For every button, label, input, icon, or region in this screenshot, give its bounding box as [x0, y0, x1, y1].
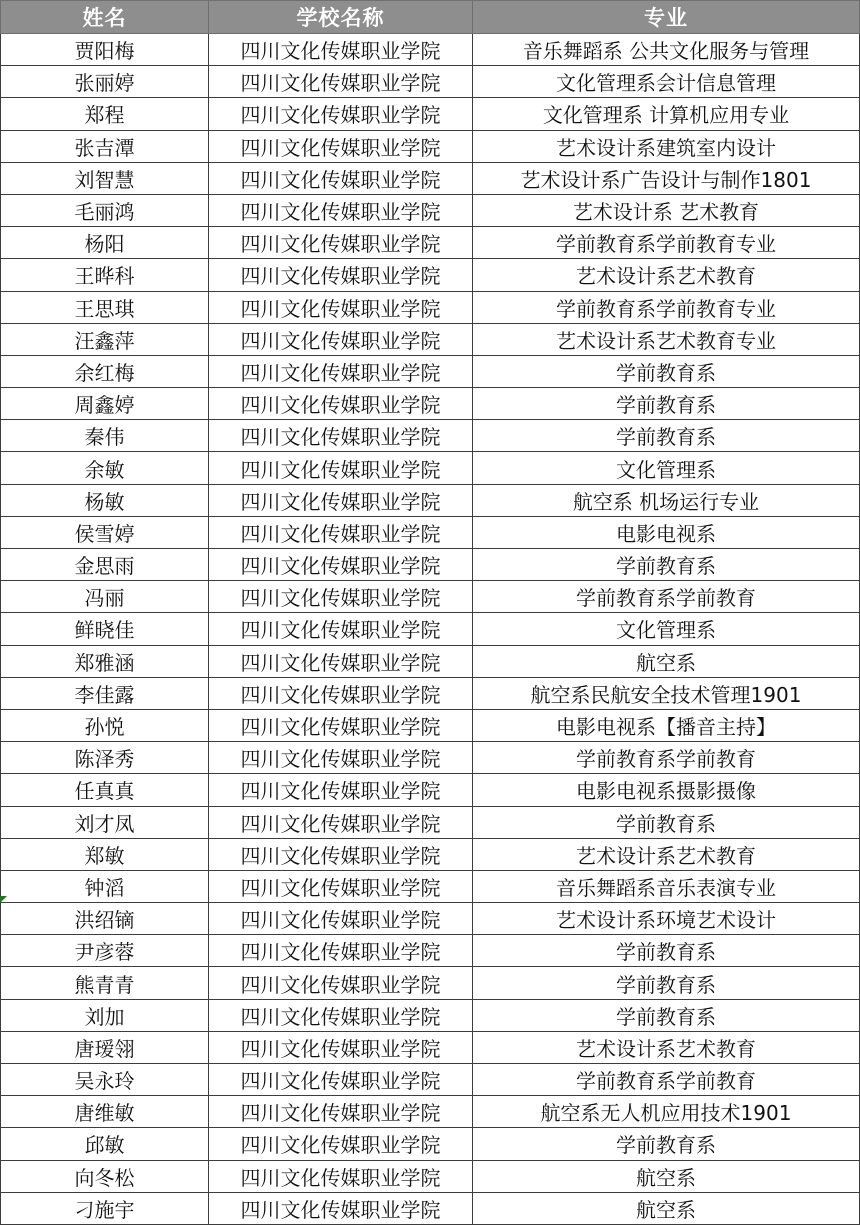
cell-name[interactable]: 王思琪	[1, 291, 209, 323]
table-row	[1, 999, 860, 1031]
cell-name[interactable]: 余红梅	[1, 355, 209, 387]
cell-school[interactable]: 四川文化传媒职业学院	[209, 1128, 473, 1160]
cell-major[interactable]: 电影电视系摄影摄像	[473, 774, 860, 806]
cell-school[interactable]: 四川文化传媒职业学院	[209, 355, 473, 387]
table-row	[1, 549, 860, 581]
cell-name[interactable]: 周鑫婷	[1, 388, 209, 420]
cell-major[interactable]: 艺术设计系环境艺术设计	[473, 903, 860, 935]
table-row	[1, 935, 860, 967]
cell-school[interactable]: 四川文化传媒职业学院	[209, 999, 473, 1031]
cell-major[interactable]: 学前教育系学前教育	[473, 1064, 860, 1096]
table-row	[1, 452, 860, 484]
cell-major[interactable]: 学前教育系	[473, 420, 860, 452]
table-row	[1, 1031, 860, 1063]
header-major[interactable]: 专业	[473, 1, 860, 34]
cell-school[interactable]: 四川文化传媒职业学院	[209, 774, 473, 806]
cell-major[interactable]: 学前教育系	[473, 549, 860, 581]
table-row	[1, 355, 860, 387]
cell-school[interactable]: 四川文化传媒职业学院	[209, 645, 473, 677]
cell-major[interactable]: 艺术设计系建筑室内设计	[473, 130, 860, 162]
cell-school[interactable]: 四川文化传媒职业学院	[209, 549, 473, 581]
cell-school[interactable]: 四川文化传媒职业学院	[209, 903, 473, 935]
cell-name[interactable]: 唐维敏	[1, 1096, 209, 1128]
table-header	[1, 1, 860, 34]
cell-major[interactable]: 学前教育系学前教育	[473, 581, 860, 613]
table-row	[1, 227, 860, 259]
cell-major[interactable]: 学前教育系学前教育	[473, 742, 860, 774]
table-row	[1, 1128, 860, 1160]
cell-name[interactable]: 余敏	[1, 452, 209, 484]
header-school[interactable]: 学校名称	[209, 1, 473, 34]
cell-name[interactable]: 侯雪婷	[1, 516, 209, 548]
cell-school[interactable]: 四川文化传媒职业学院	[209, 259, 473, 291]
table-row	[1, 291, 860, 323]
cell-name[interactable]: 唐瑷翎	[1, 1031, 209, 1063]
cell-name[interactable]: 张丽婷	[1, 66, 209, 98]
cell-major[interactable]: 航空系	[473, 1192, 860, 1224]
cell-major[interactable]: 航空系 机场运行专业	[473, 484, 860, 516]
table-row	[1, 709, 860, 741]
cell-major[interactable]: 音乐舞蹈系 公共文化服务与管理	[473, 34, 860, 66]
table-row	[1, 162, 860, 194]
cell-school[interactable]: 四川文化传媒职业学院	[209, 484, 473, 516]
cell-school[interactable]: 四川文化传媒职业学院	[209, 66, 473, 98]
cell-name[interactable]: 孙悦	[1, 709, 209, 741]
cell-school[interactable]: 四川文化传媒职业学院	[209, 613, 473, 645]
cell-name[interactable]: 刁施宇	[1, 1192, 209, 1224]
cell-major[interactable]: 学前教育系	[473, 999, 860, 1031]
cell-comment-indicator	[0, 896, 7, 903]
table-row	[1, 420, 860, 452]
cell-school[interactable]: 四川文化传媒职业学院	[209, 935, 473, 967]
cell-major[interactable]: 学前教育系	[473, 967, 860, 999]
table-row	[1, 581, 860, 613]
table-row	[1, 903, 860, 935]
cell-major[interactable]: 艺术设计系艺术教育	[473, 838, 860, 870]
table-row	[1, 259, 860, 291]
cell-major[interactable]: 文化管理系	[473, 452, 860, 484]
cell-school[interactable]: 四川文化传媒职业学院	[209, 323, 473, 355]
cell-name[interactable]: 刘加	[1, 999, 209, 1031]
table-row	[1, 1096, 860, 1128]
cell-major[interactable]: 航空系无人机应用技术1901	[473, 1096, 860, 1128]
cell-name[interactable]: 郑敏	[1, 838, 209, 870]
table-row	[1, 388, 860, 420]
table-row	[1, 484, 860, 516]
cell-name[interactable]: 刘智慧	[1, 162, 209, 194]
cell-school[interactable]: 四川文化传媒职业学院	[209, 291, 473, 323]
table-row	[1, 645, 860, 677]
cell-major[interactable]: 艺术设计系艺术教育	[473, 1031, 860, 1063]
cell-school[interactable]: 四川文化传媒职业学院	[209, 420, 473, 452]
cell-name[interactable]: 陈泽秀	[1, 742, 209, 774]
cell-major[interactable]: 学前教育系	[473, 1128, 860, 1160]
cell-name[interactable]: 王晔科	[1, 259, 209, 291]
cell-name[interactable]: 杨阳	[1, 227, 209, 259]
cell-school[interactable]: 四川文化传媒职业学院	[209, 581, 473, 613]
cell-school[interactable]: 四川文化传媒职业学院	[209, 130, 473, 162]
cell-name[interactable]: 任真真	[1, 774, 209, 806]
cell-school[interactable]: 四川文化传媒职业学院	[209, 677, 473, 709]
cell-major[interactable]: 学前教育系	[473, 935, 860, 967]
cell-major[interactable]: 学前教育系学前教育专业	[473, 227, 860, 259]
cell-school[interactable]: 四川文化传媒职业学院	[209, 838, 473, 870]
table-row	[1, 98, 860, 130]
table-row	[1, 1064, 860, 1096]
cell-school[interactable]: 四川文化传媒职业学院	[209, 162, 473, 194]
cell-school[interactable]: 四川文化传媒职业学院	[209, 388, 473, 420]
cell-name[interactable]: 郑雅涵	[1, 645, 209, 677]
cell-name[interactable]: 吴永玲	[1, 1064, 209, 1096]
table-row	[1, 613, 860, 645]
cell-name[interactable]: 刘才凤	[1, 806, 209, 838]
table-row	[1, 516, 860, 548]
cell-school[interactable]: 四川文化传媒职业学院	[209, 516, 473, 548]
cell-school[interactable]: 四川文化传媒职业学院	[209, 1064, 473, 1096]
cell-major[interactable]: 电影电视系	[473, 516, 860, 548]
cell-name[interactable]: 贾阳梅	[1, 34, 209, 66]
cell-name[interactable]: 熊青青	[1, 967, 209, 999]
cell-major[interactable]: 学前教育系	[473, 806, 860, 838]
cell-school[interactable]: 四川文化传媒职业学院	[209, 709, 473, 741]
cell-major[interactable]: 艺术设计系艺术教育	[473, 259, 860, 291]
cell-name[interactable]: 洪绍镝	[1, 903, 209, 935]
cell-school[interactable]: 四川文化传媒职业学院	[209, 1096, 473, 1128]
table-row	[1, 870, 860, 902]
cell-major[interactable]: 文化管理系	[473, 613, 860, 645]
table-row	[1, 1192, 860, 1224]
cell-name[interactable]: 向冬松	[1, 1160, 209, 1192]
cell-name[interactable]: 钟滔	[1, 870, 209, 902]
cell-major[interactable]: 航空系	[473, 645, 860, 677]
cell-name[interactable]: 冯丽	[1, 581, 209, 613]
table-row	[1, 130, 860, 162]
cell-major[interactable]: 文化管理系 计算机应用专业	[473, 98, 860, 130]
cell-school[interactable]: 四川文化传媒职业学院	[209, 34, 473, 66]
cell-school[interactable]: 四川文化传媒职业学院	[209, 870, 473, 902]
cell-major[interactable]: 学前教育系学前教育专业	[473, 291, 860, 323]
cell-school[interactable]: 四川文化传媒职业学院	[209, 452, 473, 484]
table-row	[1, 677, 860, 709]
cell-major[interactable]: 学前教育系	[473, 388, 860, 420]
cell-name[interactable]: 毛丽鸿	[1, 194, 209, 226]
table-row	[1, 806, 860, 838]
table-row	[1, 1160, 860, 1192]
cell-school[interactable]: 四川文化传媒职业学院	[209, 227, 473, 259]
cell-major[interactable]: 航空系	[473, 1160, 860, 1192]
cell-major[interactable]: 艺术设计系艺术教育专业	[473, 323, 860, 355]
cell-major[interactable]: 音乐舞蹈系音乐表演专业	[473, 870, 860, 902]
cell-major[interactable]: 文化管理系会计信息管理	[473, 66, 860, 98]
cell-school[interactable]: 四川文化传媒职业学院	[209, 1160, 473, 1192]
cell-major[interactable]: 学前教育系	[473, 355, 860, 387]
cell-major[interactable]: 电影电视系【播音主持】	[473, 709, 860, 741]
cell-school[interactable]: 四川文化传媒职业学院	[209, 194, 473, 226]
cell-name[interactable]: 鲜晓佳	[1, 613, 209, 645]
table-row	[1, 194, 860, 226]
cell-school[interactable]: 四川文化传媒职业学院	[209, 967, 473, 999]
header-name[interactable]: 姓名	[1, 1, 209, 34]
cell-name[interactable]: 尹彦蓉	[1, 935, 209, 967]
table-row	[1, 323, 860, 355]
table-row	[1, 742, 860, 774]
table-row	[1, 66, 860, 98]
cell-name[interactable]: 张吉潭	[1, 130, 209, 162]
table-body	[1, 34, 860, 1225]
header-row	[1, 1, 860, 34]
cell-name[interactable]: 汪鑫萍	[1, 323, 209, 355]
cell-school[interactable]: 四川文化传媒职业学院	[209, 98, 473, 130]
cell-school[interactable]: 四川文化传媒职业学院	[209, 742, 473, 774]
table-row	[1, 34, 860, 66]
table-row	[1, 774, 860, 806]
cell-school[interactable]: 四川文化传媒职业学院	[209, 1031, 473, 1063]
cell-name[interactable]: 杨敏	[1, 484, 209, 516]
cell-school[interactable]: 四川文化传媒职业学院	[209, 806, 473, 838]
cell-name[interactable]: 邱敏	[1, 1128, 209, 1160]
cell-major[interactable]: 艺术设计系广告设计与制作1801	[473, 162, 860, 194]
cell-major[interactable]: 艺术设计系 艺术教育	[473, 194, 860, 226]
cell-major[interactable]: 航空系民航安全技术管理1901	[473, 677, 860, 709]
cell-name[interactable]: 李佳露	[1, 677, 209, 709]
cell-name[interactable]: 郑程	[1, 98, 209, 130]
cell-name[interactable]: 秦伟	[1, 420, 209, 452]
table-row	[1, 838, 860, 870]
cell-school[interactable]: 四川文化传媒职业学院	[209, 1192, 473, 1224]
cell-name[interactable]: 金思雨	[1, 549, 209, 581]
table-row	[1, 967, 860, 999]
